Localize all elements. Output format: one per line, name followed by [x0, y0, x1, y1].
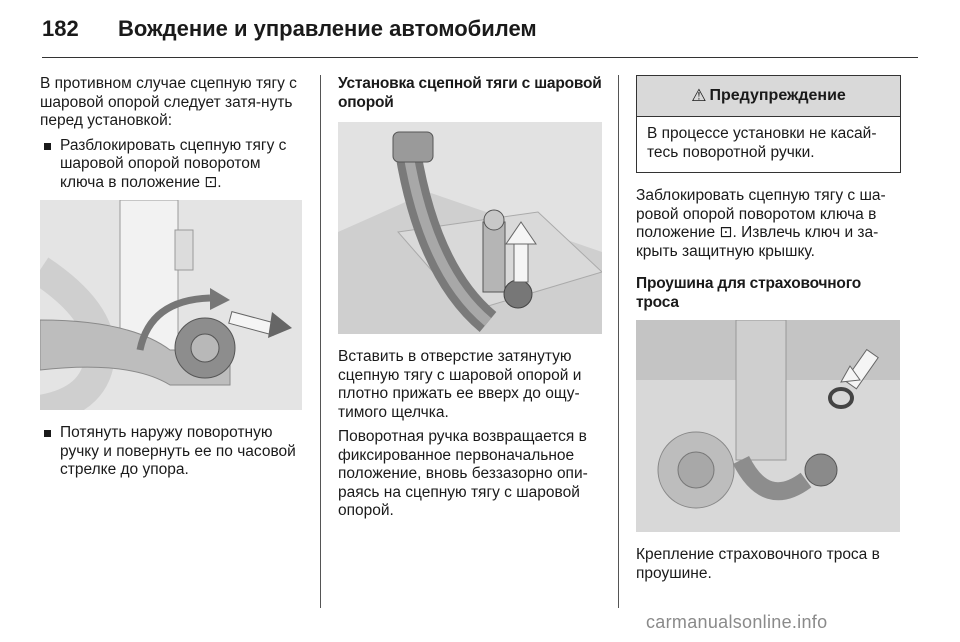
page-number: 182	[42, 16, 79, 41]
watermark: carmanualsonline.info	[646, 612, 828, 632]
install-step-2: Поворотная ручка возвращается в фиксированное первоначальное положение, вновь беззазорно опи-раясь на сцепную тягу с шаровой опорой.	[338, 428, 588, 519]
page-title: Вождение и управление автомобилем	[118, 16, 537, 41]
illustration-safety-eyelet	[636, 320, 900, 532]
illustration-rotate-knob	[40, 200, 302, 410]
column-divider-1	[320, 75, 321, 608]
column-middle	[338, 75, 603, 527]
page-header	[42, 16, 912, 46]
eyelet-caption: Крепление страховочного троса в проушине.	[636, 546, 880, 582]
section-heading-eyelet: Проушина для страховочного троса	[636, 275, 862, 311]
key-position-symbol: ⊡.	[204, 173, 222, 191]
warning-box	[636, 75, 901, 173]
header-divider	[42, 57, 918, 58]
lock-instruction: Заблокировать сцепную тягу с ша-ровой опорой поворотом ключа в положение ⊡. Извлечь ключ и за-крыть защитную крышку.	[636, 187, 886, 260]
bullet-unlock: Разблокировать сцепную тягу с шаровой опорой поворотом ключа в положение ⊡.	[40, 137, 305, 193]
column-divider-2	[618, 75, 619, 608]
column-left	[40, 75, 305, 486]
intro-text: В противном случае сцепную тягу с шаровой опорой следует затя-нуть перед установкой:	[40, 75, 297, 129]
illustration-insert-towbar	[338, 122, 602, 334]
install-step-1: Вставить в отверстие затянутую сцепную тягу с шаровой опорой и плотно прижать ее вверх до ощу-тимого щелчка.	[338, 348, 582, 421]
column-right	[636, 75, 901, 589]
warning-text: В процессе установки не касай-тесь поворотной ручки.	[647, 125, 877, 161]
warning-triangle-icon: ⚠	[691, 85, 707, 105]
warning-title: Предупреждение	[709, 86, 846, 104]
section-heading-install: Установка сцепной тяги с шаровой опорой	[338, 75, 602, 111]
warning-header	[637, 76, 900, 117]
bullet-pull-knob: Потянуть наружу поворотную ручку и повернуть ее по часовой стрелке до упора.	[40, 424, 305, 480]
